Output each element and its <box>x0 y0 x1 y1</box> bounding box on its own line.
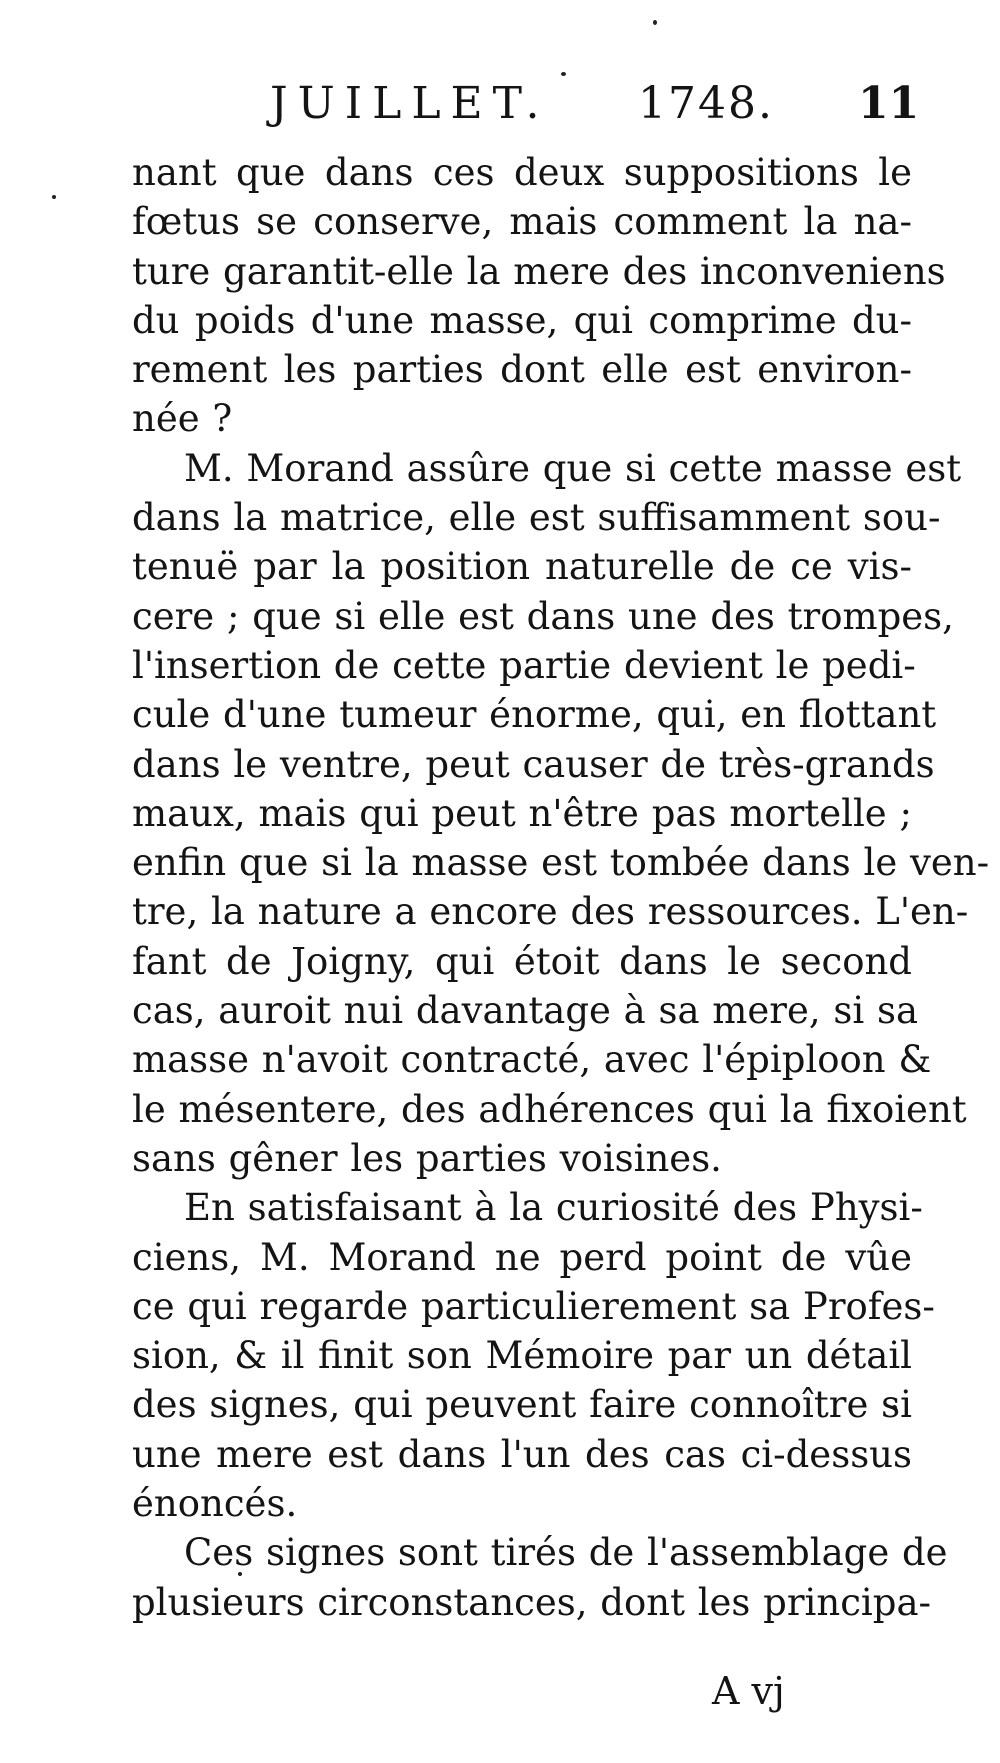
page-number: 11 <box>858 78 920 129</box>
running-head <box>0 74 1000 134</box>
text-line: M. Morand assûre que si cette masse est <box>184 446 962 490</box>
text-line: ciens, M. Morand ne perd point de vûe <box>132 1235 912 1279</box>
text-line: énoncés. <box>132 1482 298 1526</box>
text-line: nant que dans ces deux suppositions le <box>132 151 912 194</box>
text-line: tre, la nature a encore des ressources. L'en- <box>132 890 969 934</box>
paragraph <box>132 1183 935 1528</box>
ink-speck <box>52 195 56 199</box>
text-line: fœtus se conserve, mais comment la na- <box>132 200 912 244</box>
text-line: des signes, qui peuvent faire connoître si <box>132 1383 912 1427</box>
text-line: fant de Joigny, qui étoit dans le second <box>132 939 912 983</box>
running-head-month: JUILLET. <box>270 78 550 129</box>
text-line: masse n'avoit contracté, avec l'épiploon & <box>132 1038 932 1082</box>
paragraph <box>132 444 990 1183</box>
text-line: Ces signes sont tirés de l'assemblage de <box>184 1531 948 1575</box>
text-line: En satisfaisant à la curiosité des Physi- <box>184 1186 923 1230</box>
signature-mark: A vj <box>712 1669 785 1713</box>
text-line: le mésentere, des adhérences qui la fixoient <box>132 1087 967 1131</box>
text-line: l'insertion de cette partie devient le pedi- <box>132 643 916 687</box>
text-line: sans gêner les parties voisines. <box>132 1136 722 1180</box>
running-head-year: 1748. <box>638 78 774 129</box>
paragraph <box>132 1528 948 1627</box>
body-text <box>132 148 990 1627</box>
text-line: une mere est dans l'un des cas ci-dessus <box>132 1432 912 1476</box>
text-line: sion, & il finit son Mémoire par un détail <box>132 1334 912 1378</box>
text-line: du poids d'une masse, qui comprime du- <box>132 298 912 342</box>
text-line: rement les parties dont elle est environ- <box>132 348 912 392</box>
text-line: dans la matrice, elle est suffisamment sou- <box>132 496 941 540</box>
text-line: plusieurs circonstances, dont les principa- <box>132 1580 932 1624</box>
text-line: cas, auroit nui davantage à sa mere, si sa <box>132 989 919 1033</box>
text-line: cule d'une tumeur énorme, qui, en flottant <box>132 693 937 737</box>
text-line: maux, mais qui peut n'être pas mortelle ; <box>132 791 912 835</box>
ink-speck <box>653 20 657 25</box>
text-line: cere ; que si elle est dans une des trompes, <box>132 594 954 638</box>
text-line: enfin que si la masse est tombée dans le ven- <box>132 841 990 885</box>
text-line: née ? <box>132 397 233 441</box>
text-line: ce qui regarde particulierement sa Profes- <box>132 1284 935 1328</box>
text-line: tenuë par la position naturelle de ce vis- <box>132 545 912 589</box>
paragraph <box>132 148 946 444</box>
text-line: dans le ventre, peut causer de très-grands <box>132 742 935 786</box>
text-line: ture garantit-elle la mere des inconveniens <box>132 249 946 293</box>
